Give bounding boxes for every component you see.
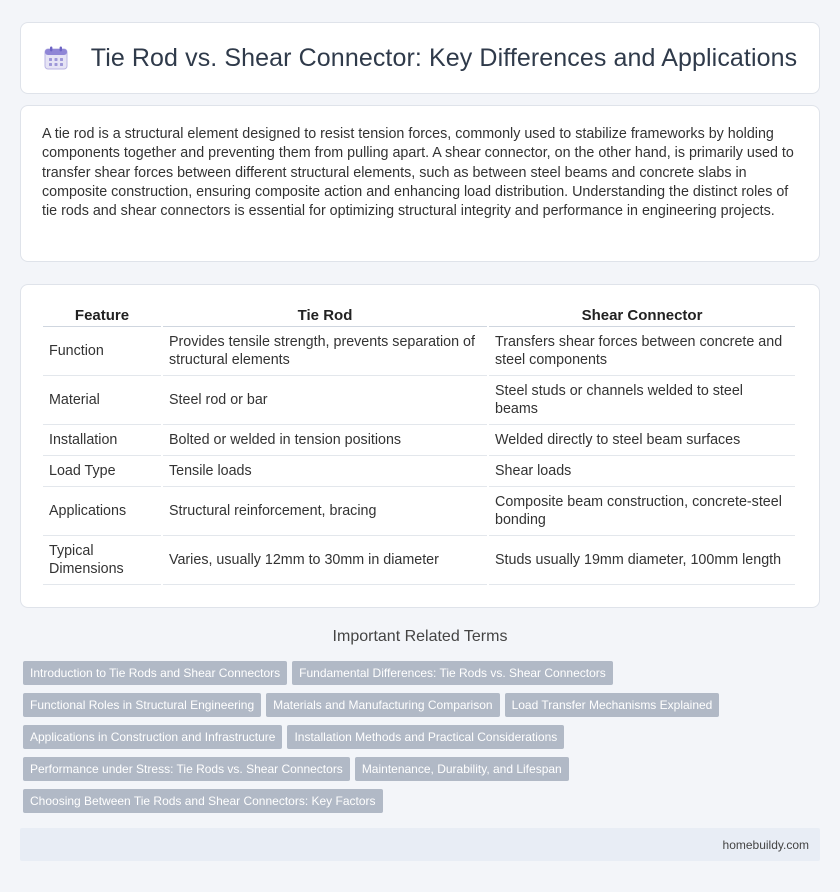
page-title: Tie Rod vs. Shear Connector: Key Differences and Applications	[90, 43, 798, 72]
footer-site-link[interactable]: homebuildy.com	[722, 838, 809, 852]
table-cell: Tensile loads	[163, 456, 487, 487]
intro-card	[20, 105, 820, 262]
related-term-tag[interactable]: Choosing Between Tie Rods and Shear Connectors: Key Factors	[23, 789, 383, 813]
table-row	[43, 487, 795, 536]
table-cell: Material	[43, 376, 161, 425]
related-term-tag[interactable]: Performance under Stress: Tie Rods vs. Shear Connectors	[23, 757, 350, 781]
table-cell: Installation	[43, 425, 161, 456]
related-term-tag[interactable]: Introduction to Tie Rods and Shear Connectors	[23, 661, 287, 685]
comparison-table	[41, 305, 797, 585]
table-row	[43, 376, 795, 425]
table-header-row	[43, 305, 795, 327]
table-row	[43, 327, 795, 376]
table-cell: Steel studs or channels welded to steel beams	[489, 376, 795, 425]
table-cell: Function	[43, 327, 161, 376]
related-term-tag[interactable]: Functional Roles in Structural Engineering	[23, 693, 261, 717]
related-term-tag[interactable]: Installation Methods and Practical Considerations	[287, 725, 564, 749]
table-cell: Composite beam construction, concrete-steel bonding	[489, 487, 795, 536]
related-terms-list	[23, 661, 819, 821]
table-cell: Typical Dimensions	[43, 536, 161, 585]
table-row	[43, 425, 795, 456]
column-header-feature: Feature	[43, 305, 161, 327]
table-cell: Load Type	[43, 456, 161, 487]
related-term-tag[interactable]: Fundamental Differences: Tie Rods vs. Shear Connectors	[292, 661, 613, 685]
table-cell: Structural reinforcement, bracing	[163, 487, 487, 536]
comparison-table-card	[20, 284, 820, 608]
related-term-tag[interactable]: Applications in Construction and Infrastructure	[23, 725, 282, 749]
table-row	[43, 456, 795, 487]
table-row	[43, 536, 795, 585]
table-cell: Welded directly to steel beam surfaces	[489, 425, 795, 456]
intro-text: A tie rod is a structural element designed to resist tension forces, commonly used to stabilize frameworks by holding components together and preventing them from pulling apart. A shear connector, on the other hand, is primarily used to transfer shear forces between different structural elements, such as between steel beams and concrete slabs in composite construction, ensuring composite action and enhancing load distribution. Understanding the distinct roles of tie rods and shear connectors is essential for optimizing structural integrity and performance in engineering projects.	[42, 126, 794, 220]
table-cell: Varies, usually 12mm to 30mm in diameter	[163, 536, 487, 585]
table-cell: Applications	[43, 487, 161, 536]
table-cell: Shear loads	[489, 456, 795, 487]
table-cell: Studs usually 19mm diameter, 100mm length	[489, 536, 795, 585]
related-term-tag[interactable]: Materials and Manufacturing Comparison	[266, 693, 499, 717]
table-cell: Transfers shear forces between concrete and steel components	[489, 327, 795, 376]
related-terms-heading: Important Related Terms	[332, 628, 508, 645]
page-header	[20, 22, 820, 94]
related-term-tag[interactable]: Load Transfer Mechanisms Explained	[505, 693, 720, 717]
table-cell: Steel rod or bar	[163, 376, 487, 425]
footer	[20, 828, 820, 861]
calendar-icon	[43, 45, 69, 71]
table-cell: Bolted or welded in tension positions	[163, 425, 487, 456]
column-header-tie-rod: Tie Rod	[163, 305, 487, 327]
column-header-shear-connector: Shear Connector	[489, 305, 795, 327]
table-cell: Provides tensile strength, prevents separation of structural elements	[163, 327, 487, 376]
related-term-tag[interactable]: Maintenance, Durability, and Lifespan	[355, 757, 569, 781]
